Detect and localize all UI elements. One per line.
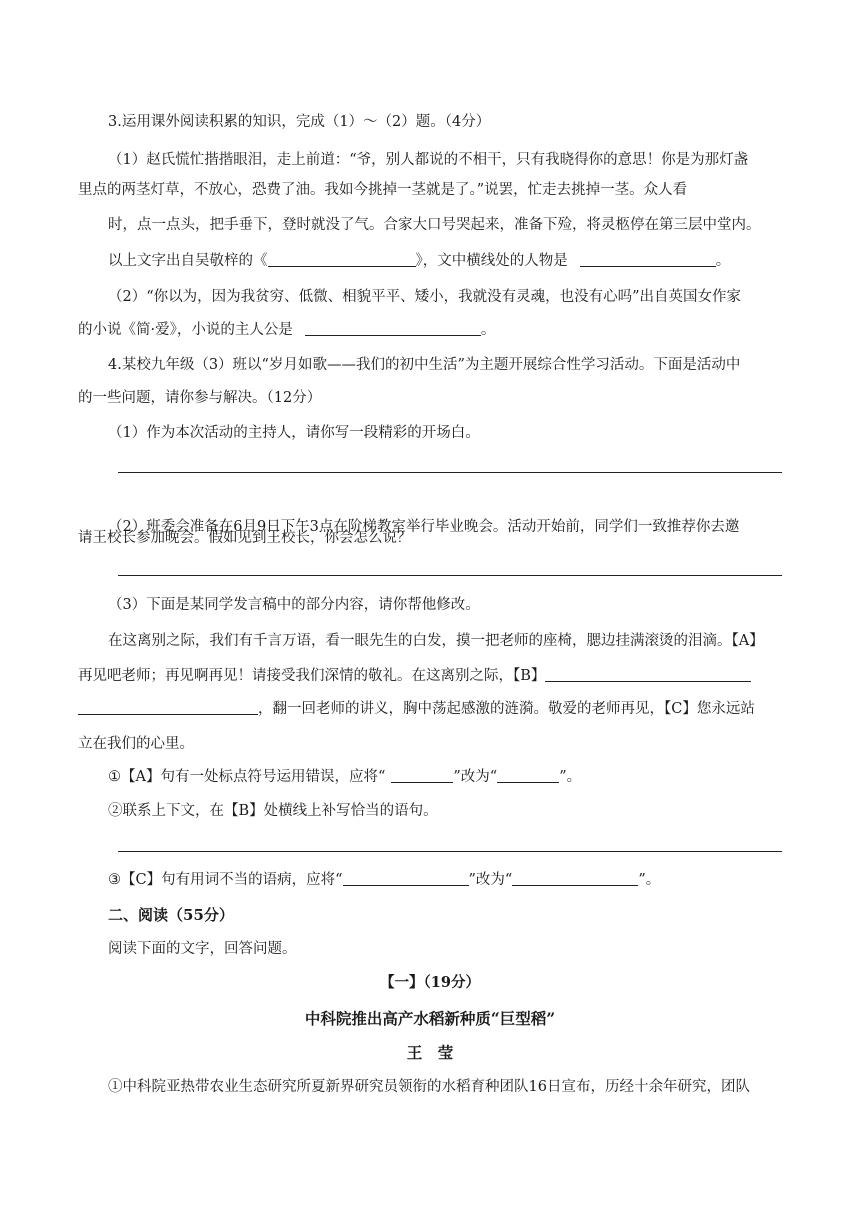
character-blank[interactable]	[580, 252, 716, 267]
speech-text-line-2	[78, 667, 751, 685]
speech-text-line-4: 立在我们的心里。	[78, 736, 194, 752]
q3-part2-prefix: 的小说《简·爱》，小说的主人公是	[78, 322, 293, 338]
speech-text-line-3	[78, 700, 755, 718]
book-title-blank[interactable]	[268, 252, 416, 267]
article-author: 王 莹	[406, 1043, 454, 1062]
item-1-correct-blank[interactable]	[497, 768, 559, 783]
item-1	[108, 768, 581, 786]
q4-sub2-line-1: （2）班委会准备在6月9日下午3点在阶梯教室举行毕业晚会。活动开始前，同学们一致推荐你去邀	[108, 519, 740, 535]
part-1-heading: 【一】（19分）	[380, 974, 480, 991]
q3-passage-line-1: （1）赵氏慌忙揩揩眼泪，走上前道：“爷，别人都说的不相干，只有我晓得你的意思！你是为那灯盏	[108, 152, 749, 168]
q3-passage-line-2: 里点的两茎灯草，不放心，恐费了油。我如今挑掉一茎就是了。”说罢，忙走去挑掉一茎。众人看	[78, 182, 688, 198]
speech-text-line-1: 在这离别之际，我们有千言万语，看一眼先生的白发，摸一把老师的座椅，腮边挂满滚烫的泪滴。【A】	[108, 633, 764, 649]
q3-part2-end: 。	[480, 322, 496, 338]
q4-heading-line-2: 的一些问题，请你参与解决。（12分）	[78, 390, 322, 406]
item-2-answer-line[interactable]	[118, 851, 782, 852]
b-blank-first-part[interactable]	[545, 667, 751, 682]
q3-part2-line-1: （2）“你以为，因为我贫穷、低微、相貌平平、矮小，我就没有灵魂，也没有心吗”出自英国女作家	[108, 289, 742, 305]
q4-sub1-prompt: （1）作为本次活动的主持人，请你写一段精彩的开场白。	[108, 425, 480, 441]
item-1-mid: ”改为“	[453, 769, 498, 785]
q3-source-line	[108, 252, 730, 270]
q4-sub3-prompt: （3）下面是某同学发言稿中的部分内容，请你帮他修改。	[108, 597, 480, 613]
item-3-prefix: ③【C】句有用词不当的语病，应将“	[108, 872, 343, 888]
section-2-title: 二、阅读（55分）	[108, 906, 234, 924]
item-3-mid: ”改为“	[468, 872, 513, 888]
q4-sub2-answer-line[interactable]	[118, 575, 782, 576]
q4-sub2-line-2: 请王校长参加晚会。假如见到王校长，你会怎么说？	[78, 530, 412, 546]
speech-text-line-2-text: 再见吧老师；再见啊再见！请接受我们深情的敬礼。在这离别之际，【B】	[78, 668, 546, 684]
item-1-end: ”。	[559, 769, 582, 785]
item-3-wrong-blank[interactable]	[343, 871, 469, 886]
item-3	[108, 871, 660, 889]
b-blank-second-part[interactable]	[78, 700, 258, 715]
section-2-intro: 阅读下面的文字，回答问题。	[108, 941, 297, 957]
q3-part2-line-2	[78, 321, 495, 339]
q4-sub1-answer-line[interactable]	[118, 472, 782, 473]
item-2: ②联系上下文，在【B】处横线上补写恰当的语句。	[108, 803, 438, 819]
article-paragraph-1: ①中科院亚热带农业生态研究所夏新界研究员领衔的水稻育种团队16日宣布，历经十余年研究，团队	[108, 1079, 750, 1095]
item-1-wrong-blank[interactable]	[391, 768, 453, 783]
item-1-prefix: ①【A】句有一处标点符号运用错误，应将“	[108, 769, 386, 785]
q3-heading: 3.运用课外阅读积累的知识，完成（1）～（2）题。（4分）	[108, 114, 491, 130]
q3-passage-line-3: 时，点一点头，把手垂下，登时就没了气。合家大口号哭起来，准备下殓，将灵柩停在第三层中堂内。	[108, 217, 761, 233]
speech-text-line-3-text: ，翻一回老师的讲义，胸中荡起感激的涟漪。敬爱的老师再见，【C】您永远站	[258, 701, 755, 717]
q4-heading-line-1: 4.某校九年级（3）班以“岁月如歌——我们的初中生活”为主题开展综合性学习活动。下面是活动中	[108, 357, 741, 373]
q3-source-mid: 》，文中横线处的人物是	[415, 253, 568, 269]
protagonist-blank[interactable]	[305, 321, 481, 336]
q3-source-prefix: 以上文字出自吴敬梓的《	[108, 253, 268, 269]
article-title: 中科院推出高产水稻新种质“巨型稻”	[304, 1009, 556, 1028]
q3-source-end: 。	[715, 253, 731, 269]
item-3-end: ”。	[638, 872, 661, 888]
item-3-correct-blank[interactable]	[512, 871, 638, 886]
